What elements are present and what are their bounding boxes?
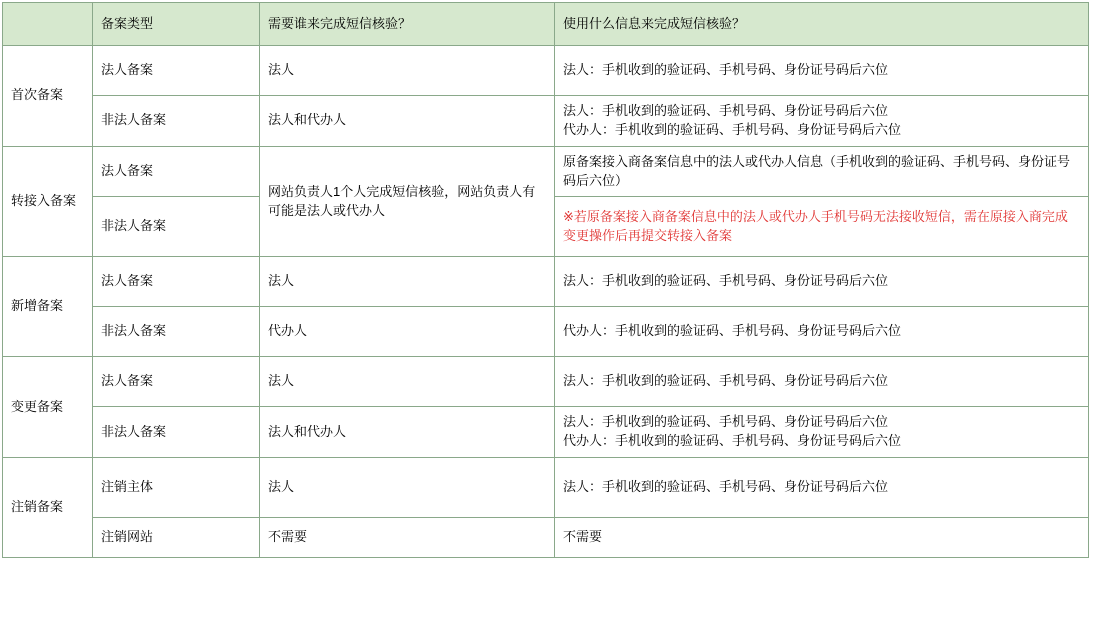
table-header (3, 3, 1089, 46)
table-row (3, 458, 1089, 518)
cell-info (555, 146, 1089, 197)
header-row (3, 3, 1089, 46)
info-line: 代办人：手机收到的验证码、手机号码、身份证号码后六位 (563, 323, 902, 339)
info-line: 法人：手机收到的验证码、手机号码、身份证号码后六位 (563, 103, 889, 118)
sms-verification-table (2, 2, 1089, 558)
cell-who: 网站负责人1个人完成短信核验，网站负责人有可能是法人或代办人 (260, 146, 555, 257)
table-row (3, 357, 1089, 407)
cell-who: 代办人 (260, 307, 555, 357)
cell-subtype: 非法人备案 (93, 197, 260, 257)
info-warning-line: ※若原备案接入商备案信息中的法人或代办人手机号码无法接收短信，需在原接入商完成变更操作后再提交转接入备案 (563, 209, 1068, 243)
table-row (3, 96, 1089, 147)
info-line: 法人：手机收到的验证码、手机号码、身份证号码后六位 (563, 479, 889, 495)
cell-category: 转接入备案 (3, 146, 93, 257)
header-corner (3, 3, 93, 46)
table-row (3, 307, 1089, 357)
cell-subtype: 法人备案 (93, 46, 260, 96)
cell-info (555, 357, 1089, 407)
table-row (3, 46, 1089, 96)
cell-who: 法人和代办人 (260, 96, 555, 147)
cell-category: 新增备案 (3, 257, 93, 357)
cell-info (555, 307, 1089, 357)
info-line: 原备案接入商备案信息中的法人或代办人信息（手机收到的验证码、手机号码、身份证号码后六位） (563, 153, 1071, 188)
cell-category: 变更备案 (3, 357, 93, 458)
info-line: 法人：手机收到的验证码、手机号码、身份证号码后六位 (563, 373, 889, 389)
info-line: 法人：手机收到的验证码、手机号码、身份证号码后六位 (563, 273, 889, 289)
cell-subtype: 法人备案 (93, 257, 260, 307)
cell-who: 不需要 (260, 518, 555, 558)
cell-info (555, 458, 1089, 518)
cell-info (555, 257, 1089, 307)
cell-who: 法人 (260, 357, 555, 407)
cell-info (555, 407, 1089, 458)
cell-subtype: 注销主体 (93, 458, 260, 518)
info-line: 法人：手机收到的验证码、手机号码、身份证号码后六位 (563, 414, 889, 430)
cell-subtype: 非法人备案 (93, 307, 260, 357)
cell-info (555, 518, 1089, 558)
cell-subtype: 非法人备案 (93, 407, 260, 458)
cell-who: 法人 (260, 257, 555, 307)
info-line: 不需要 (563, 529, 603, 545)
cell-info (555, 197, 1089, 257)
table-row (3, 407, 1089, 458)
header-info: 使用什么信息来完成短信核验？ (555, 3, 1089, 46)
cell-who: 法人 (260, 458, 555, 518)
header-record-type: 备案类型 (93, 3, 260, 46)
table-row (3, 518, 1089, 558)
cell-subtype: 非法人备案 (93, 96, 260, 147)
cell-category: 注销备案 (3, 458, 93, 558)
cell-subtype: 法人备案 (93, 357, 260, 407)
cell-info (555, 46, 1089, 96)
cell-info (555, 96, 1089, 147)
header-who: 需要谁来完成短信核验？ (260, 3, 555, 46)
cell-subtype: 注销网站 (93, 518, 260, 558)
table-body (3, 46, 1089, 558)
cell-who: 法人和代办人 (260, 407, 555, 458)
info-line: 法人：手机收到的验证码、手机号码、身份证号码后六位 (563, 62, 889, 78)
table-row (3, 146, 1089, 197)
cell-subtype: 法人备案 (93, 146, 260, 197)
table-row (3, 257, 1089, 307)
info-line: 代办人：手机收到的验证码、手机号码、身份证号码后六位 (563, 433, 902, 449)
info-line: 代办人：手机收到的验证码、手机号码、身份证号码后六位 (563, 121, 902, 137)
cell-who: 法人 (260, 46, 555, 96)
cell-category: 首次备案 (3, 46, 93, 147)
